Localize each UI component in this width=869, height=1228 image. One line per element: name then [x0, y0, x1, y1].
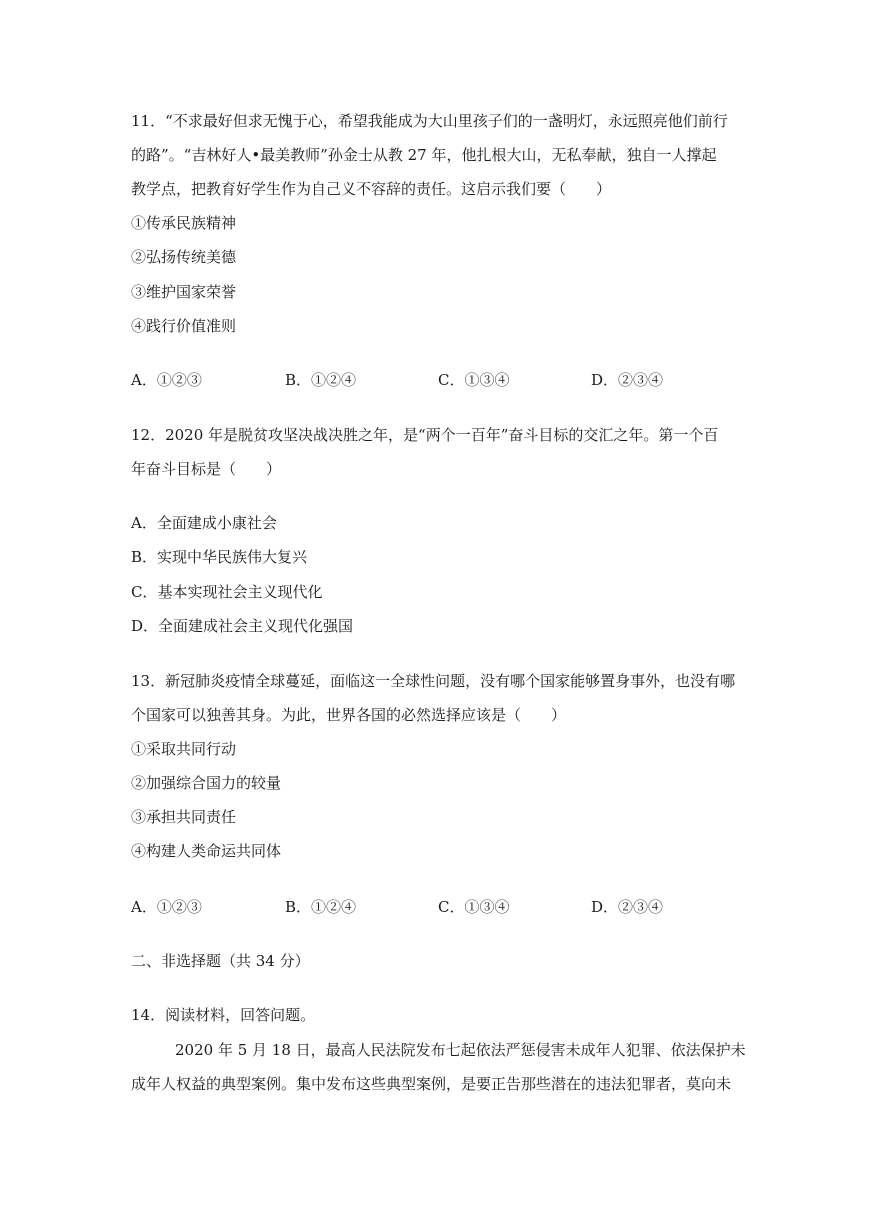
q11-option-a: A．①②③ — [131, 371, 202, 389]
q13-item-2: ②加强综合国力的较量 — [131, 774, 282, 792]
q12-option-c: C．基本实现社会主义现代化 — [131, 583, 323, 601]
q11-item-4: ④践行价值准则 — [131, 317, 237, 335]
q11-option-c: C．①③④ — [438, 371, 510, 389]
q13-option-b: B．①②④ — [285, 898, 357, 916]
q11-item-3: ③维护国家荣誉 — [131, 283, 237, 301]
q13-item-1: ①采取共同行动 — [131, 740, 237, 758]
q13-stem-line-1: 13．新冠肺炎疫情全球蔓延，面临这一全球性问题，没有哪个国家能够置身事外，也没有哪 — [131, 672, 736, 690]
q13-item-4: ④构建人类命运共同体 — [131, 842, 282, 860]
q11-stem-line-2: 的路”。“吉林好人•最美教师”孙金士从教 27 年，他扎根大山，无私奉献，独自一人撑起 — [131, 146, 717, 164]
q14-material-line-1: 2020 年 5 月 18 日，最高人民法院发布七起依法严惩侵害未成年人犯罪、依法保护未 — [175, 1041, 746, 1059]
q11-stem-line-3: 教学点，把教育好学生作为自己义不容辞的责任。这启示我们要（ ） — [131, 180, 612, 198]
q12-option-d: D．全面建成社会主义现代化强国 — [131, 617, 354, 635]
q12-stem-line-2: 年奋斗目标是（ ） — [131, 460, 282, 478]
q13-option-c: C．①③④ — [438, 898, 510, 916]
q11-item-1: ①传承民族精神 — [131, 214, 237, 232]
q11-option-d: D．②③④ — [591, 371, 664, 389]
q11-option-b: B．①②④ — [285, 371, 357, 389]
q13-item-3: ③承担共同责任 — [131, 808, 237, 826]
q13-option-a: A．①②③ — [131, 898, 202, 916]
q11-item-2: ②弘扬传统美德 — [131, 248, 237, 266]
q13-option-d: D．②③④ — [591, 898, 664, 916]
q14-stem: 14．阅读材料，回答问题。 — [131, 1006, 316, 1024]
q12-option-a: A．全面建成小康社会 — [131, 514, 277, 532]
q12-stem-line-1: 12．2020 年是脱贫攻坚决战决胜之年，是“两个一百年”奋斗目标的交汇之年。第一个百 — [131, 426, 719, 444]
q11-stem-line-1: 11．“不求最好但求无愧于心，希望我能成为大山里孩子们的一盏明灯，永远照亮他们前行 — [131, 112, 728, 130]
q14-material-line-2: 成年人权益的典型案例。集中发布这些典型案例，是要正告那些潜在的违法犯罪者，莫向未 — [131, 1075, 732, 1093]
section-heading: 二、非选择题（共 34 分） — [131, 952, 310, 970]
q13-stem-line-2: 个国家可以独善其身。为此，世界各国的必然选择应该是（ ） — [131, 706, 567, 724]
q12-option-b: B．实现中华民族伟大复兴 — [131, 548, 308, 566]
